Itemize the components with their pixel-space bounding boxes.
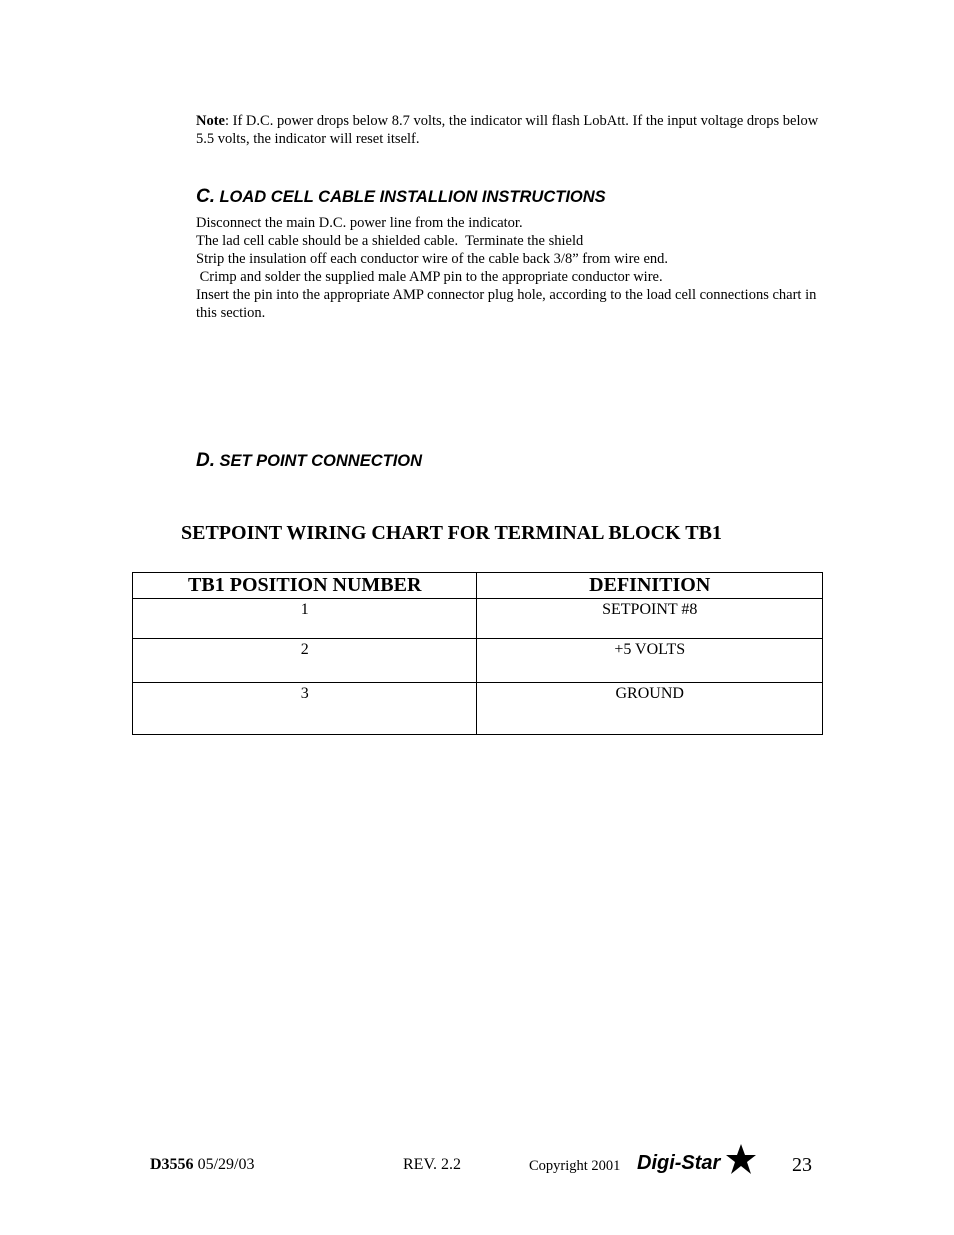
setpoint-wiring-table <box>132 572 823 735</box>
star-icon <box>726 1144 756 1174</box>
table-cell-definition: SETPOINT #8 <box>477 599 823 639</box>
footer-copyright: Copyright 2001 <box>529 1158 621 1174</box>
section-c-title: LOAD CELL CABLE INSTALLION INSTRUCTIONS <box>219 188 606 206</box>
table-row <box>133 683 823 735</box>
section-d-heading <box>196 450 422 472</box>
note-label: Note <box>196 113 225 129</box>
table-cell-position: 2 <box>133 639 477 683</box>
instruction-line: Crimp and solder the supplied male AMP pin to the appropriate conductor wire. <box>196 269 663 285</box>
table-row <box>133 639 823 683</box>
section-c-heading <box>196 186 606 208</box>
footer-revision: REV. 2.2 <box>403 1156 461 1173</box>
table-row <box>133 599 823 639</box>
section-d-letter: D. <box>196 450 215 471</box>
footer-document-id <box>150 1156 254 1174</box>
table-cell-definition: +5 VOLTS <box>477 639 823 683</box>
table-cell-position: 1 <box>133 599 477 639</box>
instruction-line: Strip the insulation off each conductor wire of the cable back 3/8” from wire end. <box>196 251 669 267</box>
table-header-row <box>133 573 823 599</box>
wiring-chart-title: SETPOINT WIRING CHART FOR TERMINAL BLOCK TB1 <box>181 522 722 544</box>
logo-text: Digi-Star <box>637 1152 721 1174</box>
note-paragraph <box>196 112 836 148</box>
footer-doc-number: D3556 <box>150 1156 194 1173</box>
instruction-line: Insert the pin into the appropriate AMP connector plug hole, according to the load cell connections chart in this section. <box>196 287 817 321</box>
note-text: : If D.C. power drops below 8.7 volts, the indicator will flash LobAtt. If the input voltage drops below 5.5 volts, the indicator will reset itself. <box>196 113 819 147</box>
column-header-position: TB1 POSITION NUMBER <box>133 573 477 599</box>
table-cell-definition: GROUND <box>477 683 823 735</box>
instruction-line: The lad cell cable should be a shielded cable. Terminate the shield <box>196 233 584 249</box>
page-number: 23 <box>792 1154 812 1176</box>
instruction-line: Disconnect the main D.C. power line from the indicator. <box>196 215 523 231</box>
digi-star-logo <box>637 1140 757 1185</box>
column-header-definition: DEFINITION <box>477 573 823 599</box>
table-cell-position: 3 <box>133 683 477 735</box>
section-c-letter: C. <box>196 186 215 207</box>
footer-date: 05/29/03 <box>193 1156 255 1173</box>
section-c-instructions <box>196 214 826 322</box>
section-d-title: SET POINT CONNECTION <box>219 452 423 470</box>
